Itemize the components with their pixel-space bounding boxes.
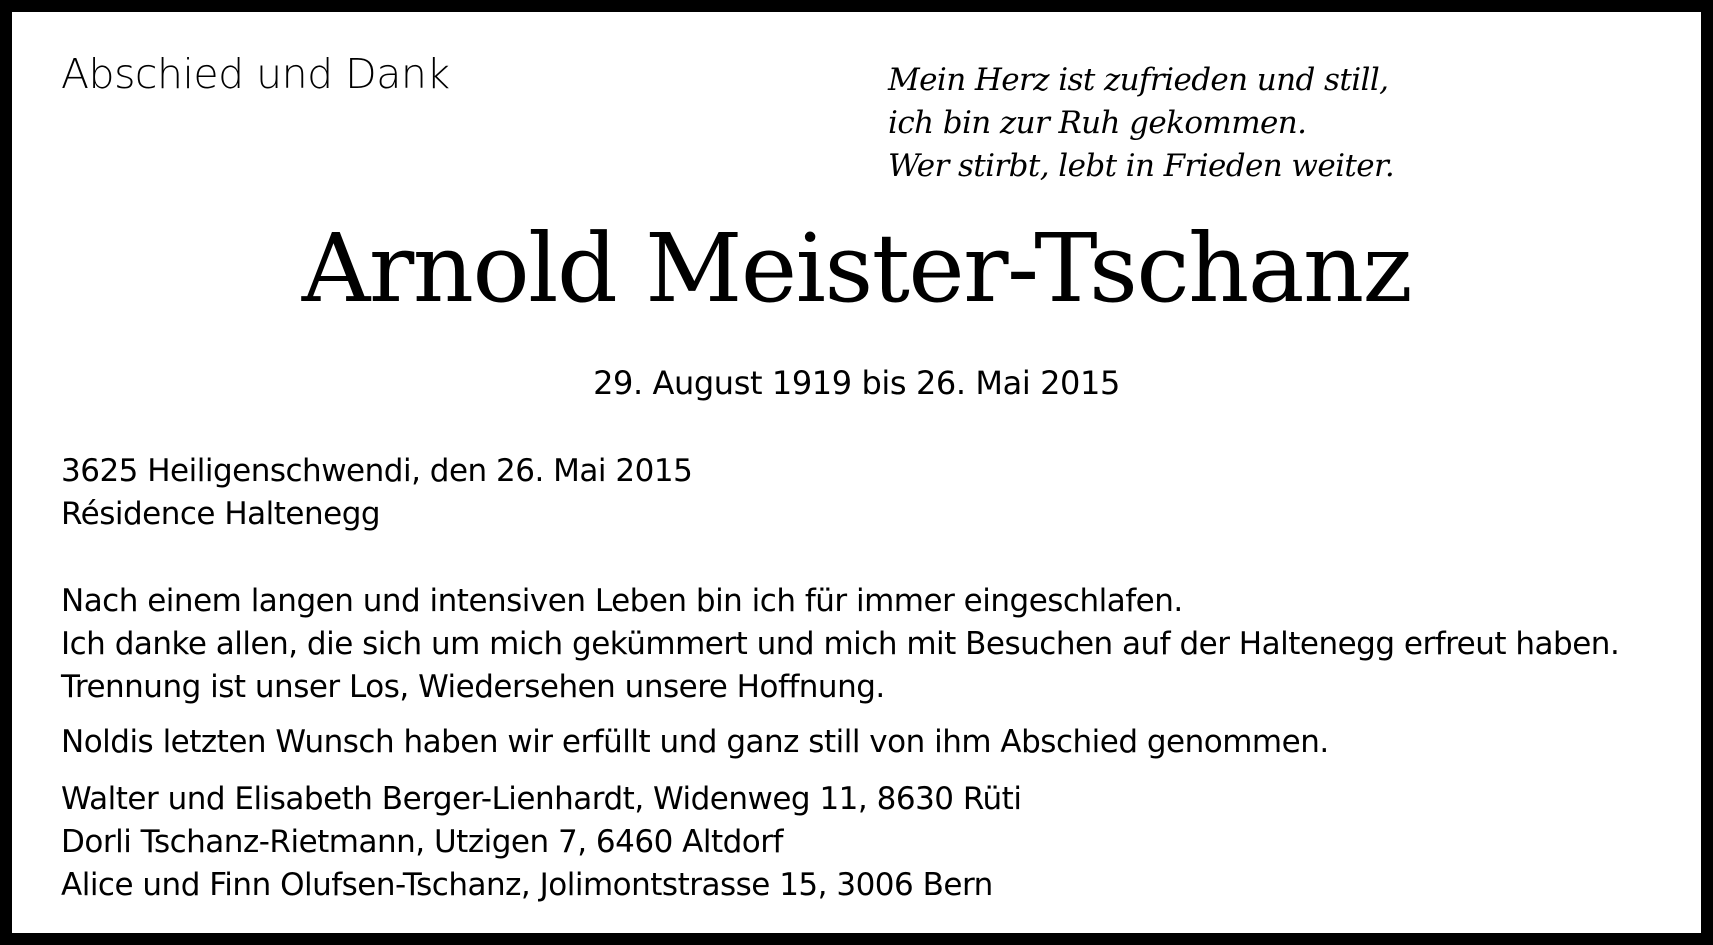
message-line: Ich danke allen, die sich um mich gekümmert und mich mit Besuchen auf der Haltenegg erfreut haben. bbox=[61, 626, 1620, 662]
verse-block bbox=[888, 59, 1394, 188]
place-line: 3625 Heiligenschwendi, den 26. Mai 2015 bbox=[61, 453, 693, 489]
notice-heading: Abschied und Dank bbox=[61, 50, 450, 98]
farewell-message bbox=[61, 580, 1619, 709]
family-entry: Dorli Tschanz-Rietmann, Utzigen 7, 6460 Altdorf bbox=[61, 824, 783, 860]
message-line: Nach einem langen und intensiven Leben bin ich für immer eingeschlafen. bbox=[61, 583, 1183, 619]
message-line: Trennung ist unser Los, Wiedersehen unsere Hoffnung. bbox=[61, 669, 885, 705]
place-and-date bbox=[61, 450, 692, 536]
place-line: Résidence Haltenegg bbox=[61, 496, 381, 532]
verse-line: ich bin zur Ruh gekommen. bbox=[888, 105, 1307, 141]
verse-line: Wer stirbt, lebt in Frieden weiter. bbox=[888, 148, 1395, 184]
life-dates: 29. August 1919 bis 26. Mai 2015 bbox=[593, 364, 1120, 402]
family-list bbox=[61, 778, 1021, 907]
wish-line: Noldis letzten Wunsch haben wir erfüllt und ganz still von ihm Abschied genommen. bbox=[61, 724, 1329, 760]
verse-line: Mein Herz ist zufrieden und still, bbox=[888, 62, 1389, 98]
family-entry: Walter und Elisabeth Berger-Lienhardt, Widenweg 11, 8630 Rüti bbox=[61, 781, 1022, 817]
family-entry: Alice und Finn Olufsen-Tschanz, Jolimontstrasse 15, 3006 Bern bbox=[61, 867, 993, 903]
deceased-name: Arnold Meister-Tschanz bbox=[301, 214, 1412, 324]
last-wish bbox=[61, 721, 1329, 764]
